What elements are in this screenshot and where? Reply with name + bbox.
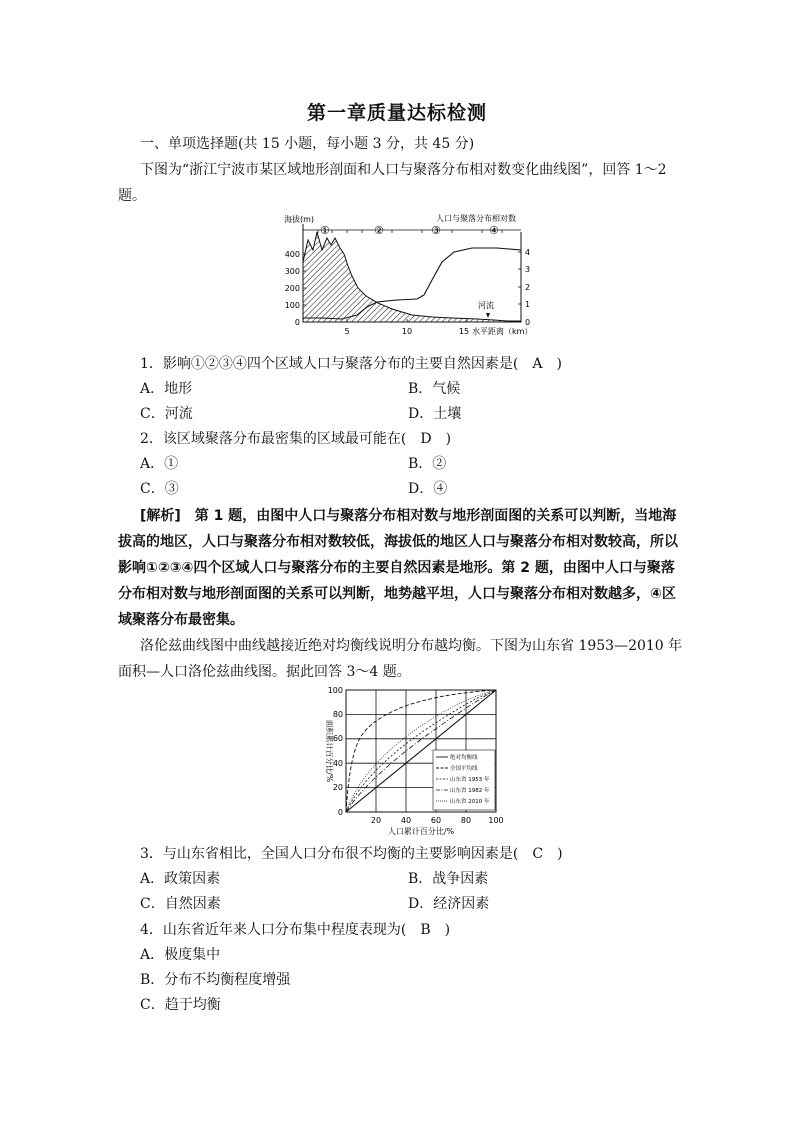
page-title: 第一章质量达标检测	[306, 102, 487, 124]
x-tick-5: 5	[344, 327, 350, 336]
q1-option-b: B．气候	[408, 381, 461, 397]
q1-stem: 1．影响①②③④四个区域人口与聚落分布的主要自然因素是( A )	[140, 356, 562, 372]
q2-option-b: B．②	[408, 456, 447, 472]
right-tick-1: 1	[525, 300, 531, 309]
intro-text-2-cont: 面积—人口洛伦兹曲线图。据此回答 3～4 题。	[118, 664, 411, 680]
intro-text-1: 下图为“浙江宁波市某区域地形剖面和人口与聚落分布相对数变化曲线图”，回答 1～2	[140, 162, 667, 178]
left-tick-200: 200	[284, 284, 300, 293]
left-axis-title: 海拔(m)	[284, 215, 315, 224]
q3-option-d: D．经济因素	[408, 896, 490, 912]
x-tick-10: 10	[401, 327, 413, 336]
q2-option-c: C．③	[140, 481, 179, 497]
q2-option-d: D．④	[408, 481, 448, 497]
y-axis-label: 面积累计百分比/%	[325, 719, 334, 783]
x-axis-title: 水平距离（km）	[472, 327, 533, 336]
marker-1: ①	[320, 224, 330, 237]
q3-stem: 3．与山东省相比，全国人口分布很不均衡的主要影响因素是( C )	[140, 846, 563, 862]
analysis-line-2: 拔高的地区，人口与聚落分布相对数较低，海拔低的地区人口与聚落分布相对数较高，所以	[118, 534, 678, 550]
legend-1953: 山东省 1953 年	[450, 777, 490, 783]
x-tick-100: 100	[488, 816, 504, 825]
legend-2010: 山东省 2010 年	[450, 799, 490, 805]
y-tick-0: 0	[337, 808, 343, 817]
y-tick-60: 60	[332, 734, 343, 743]
q4-option-b: B．分布不均衡程度增强	[140, 972, 291, 988]
left-tick-400: 400	[284, 250, 300, 259]
marker-4: ④	[489, 224, 499, 237]
q1-option-d: D．土壤	[408, 406, 462, 422]
analysis-line-3: 影响①②③④四个区域人口与聚落分布的主要自然因素是地形。第 2 题，由图中人口与聚落	[118, 560, 675, 576]
q1-option-c: C．河流	[140, 406, 193, 422]
legend-1982: 山东省 1982 年	[450, 788, 490, 794]
right-tick-4: 4	[525, 248, 531, 257]
analysis-line-1: [解析] 第 1 题，由图中人口与聚落分布相对数与地形剖面图的关系可以判断，当地海	[140, 508, 677, 524]
q1-option-a: A．地形	[140, 381, 193, 397]
intro-text-1-cont: 题。	[118, 188, 146, 204]
analysis-line-5: 域聚落分布最密集。	[118, 612, 244, 628]
q3-option-b: B．战争因素	[408, 871, 489, 887]
left-tick-100: 100	[284, 301, 300, 310]
x-tick-15: 15	[458, 327, 470, 336]
q3-option-c: C．自然因素	[140, 896, 221, 912]
legend-equality: 绝对均衡线	[450, 755, 478, 761]
right-tick-3: 3	[525, 265, 531, 274]
q2-stem: 2．该区域聚落分布最密集的区域最可能在( D )	[140, 431, 452, 447]
right-axis-title: 人口与聚落分布相对数	[436, 214, 516, 223]
analysis-line-4: 分布相对数与地形剖面图的关系可以判断，地势越平坦，人口与聚落分布相对数越多，④区	[118, 586, 676, 602]
marker-2: ②	[374, 224, 384, 237]
x-tick-40: 40	[400, 816, 412, 825]
legend-national: 全国平均线	[450, 766, 478, 772]
marker-3: ③	[431, 224, 441, 237]
right-tick-2: 2	[525, 283, 531, 292]
y-tick-80: 80	[332, 710, 343, 719]
lorenz-curve-figure	[315, 684, 505, 836]
terrain-profile-figure	[282, 210, 542, 342]
x-tick-80: 80	[460, 816, 472, 825]
y-tick-20: 20	[332, 783, 343, 792]
left-tick-300: 300	[284, 267, 300, 276]
x-axis-label: 人口累计百分比/%	[387, 827, 455, 836]
y-tick-40: 40	[332, 759, 343, 768]
left-tick-0: 0	[294, 318, 300, 327]
q3-option-a: A．政策因素	[140, 871, 221, 887]
section-heading: 一、单项选择题(共 15 小题，每小题 3 分，共 45 分)	[140, 136, 475, 152]
q2-option-a: A．①	[140, 456, 179, 472]
q4-option-a: A．极度集中	[140, 947, 221, 963]
q4-stem: 4．山东省近年来人口分布集中程度表现为( B )	[140, 922, 451, 938]
x-tick-20: 20	[370, 816, 382, 825]
y-tick-100: 100	[327, 686, 343, 695]
river-label: 河流	[478, 301, 494, 310]
river-marker	[486, 313, 490, 318]
intro-text-2: 洛伦兹曲线图中曲线越接近绝对均衡线说明分布越均衡。下图为山东省 1953—2010 年	[140, 638, 683, 654]
x-tick-60: 60	[430, 816, 442, 825]
right-tick-0: 0	[525, 318, 531, 327]
q4-option-c: C．趋于均衡	[140, 997, 221, 1013]
